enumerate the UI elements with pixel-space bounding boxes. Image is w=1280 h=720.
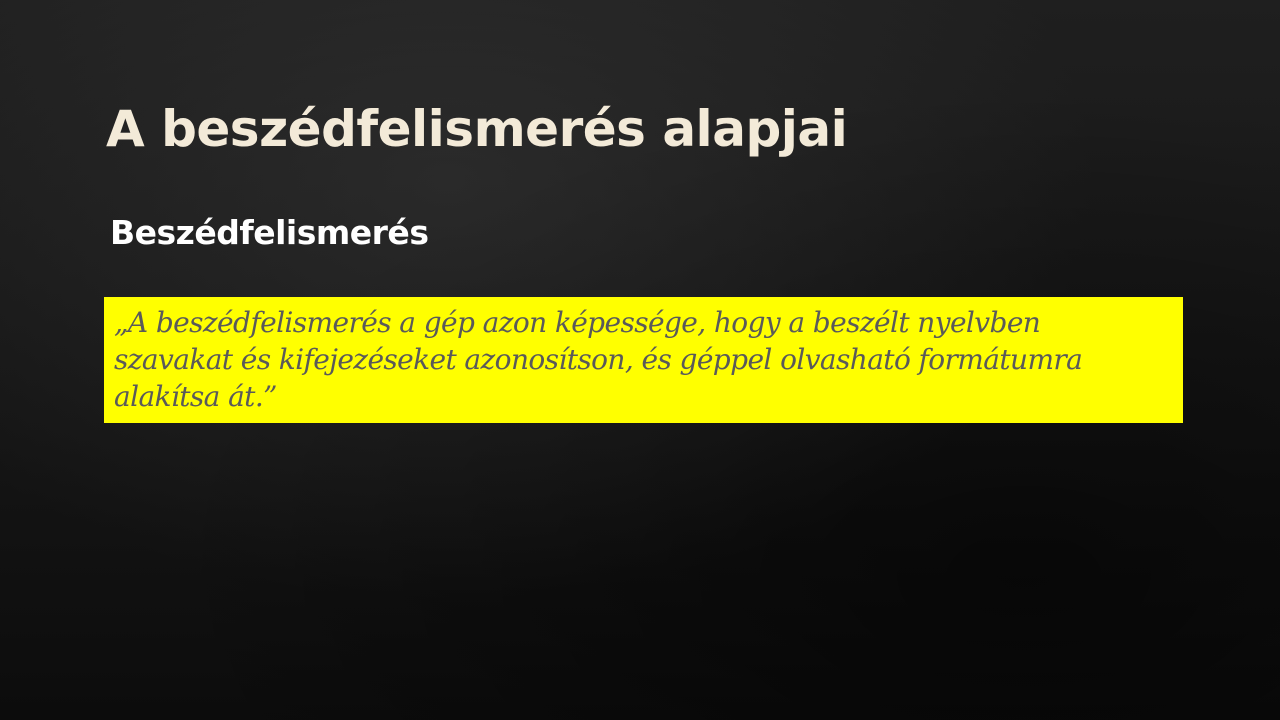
- slide-subtitle: Beszédfelismerés: [110, 213, 429, 252]
- slide-title: A beszédfelismerés alapjai: [106, 100, 848, 158]
- highlighted-quote-box: [104, 297, 1183, 423]
- definition-quote: „A beszédfelismerés a gép azon képessége, hogy a beszélt nyelvben szavakat és kifejezéseket azonosítson, és géppel olvasható formátumra alakítsa át.”: [114, 306, 1083, 413]
